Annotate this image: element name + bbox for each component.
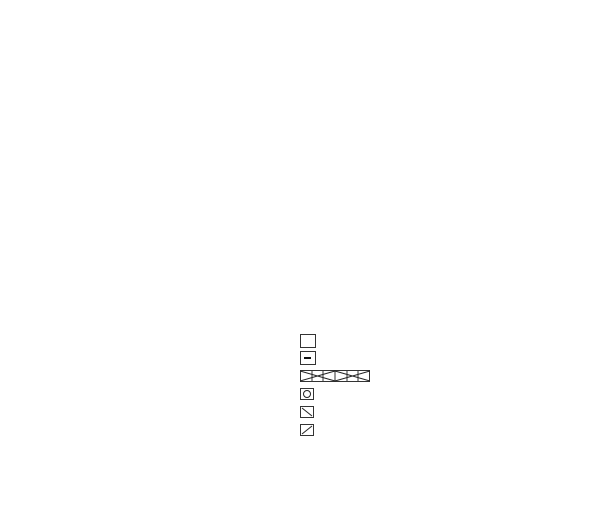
legend-item-ssk [300, 404, 320, 420]
dash-cell-icon [300, 351, 316, 365]
yarn-over-icon [300, 388, 314, 400]
ssk-icon [300, 406, 314, 418]
blank-cell-icon [300, 334, 316, 348]
legend-item-knit [300, 333, 322, 349]
k2tog-icon [300, 424, 314, 436]
legend-item-purl [300, 350, 322, 366]
legend-item-cable [300, 368, 378, 384]
legend-item-yarn-over [300, 386, 320, 402]
legend-item-k2tog [300, 422, 320, 438]
cable-cross-icon [300, 370, 370, 382]
